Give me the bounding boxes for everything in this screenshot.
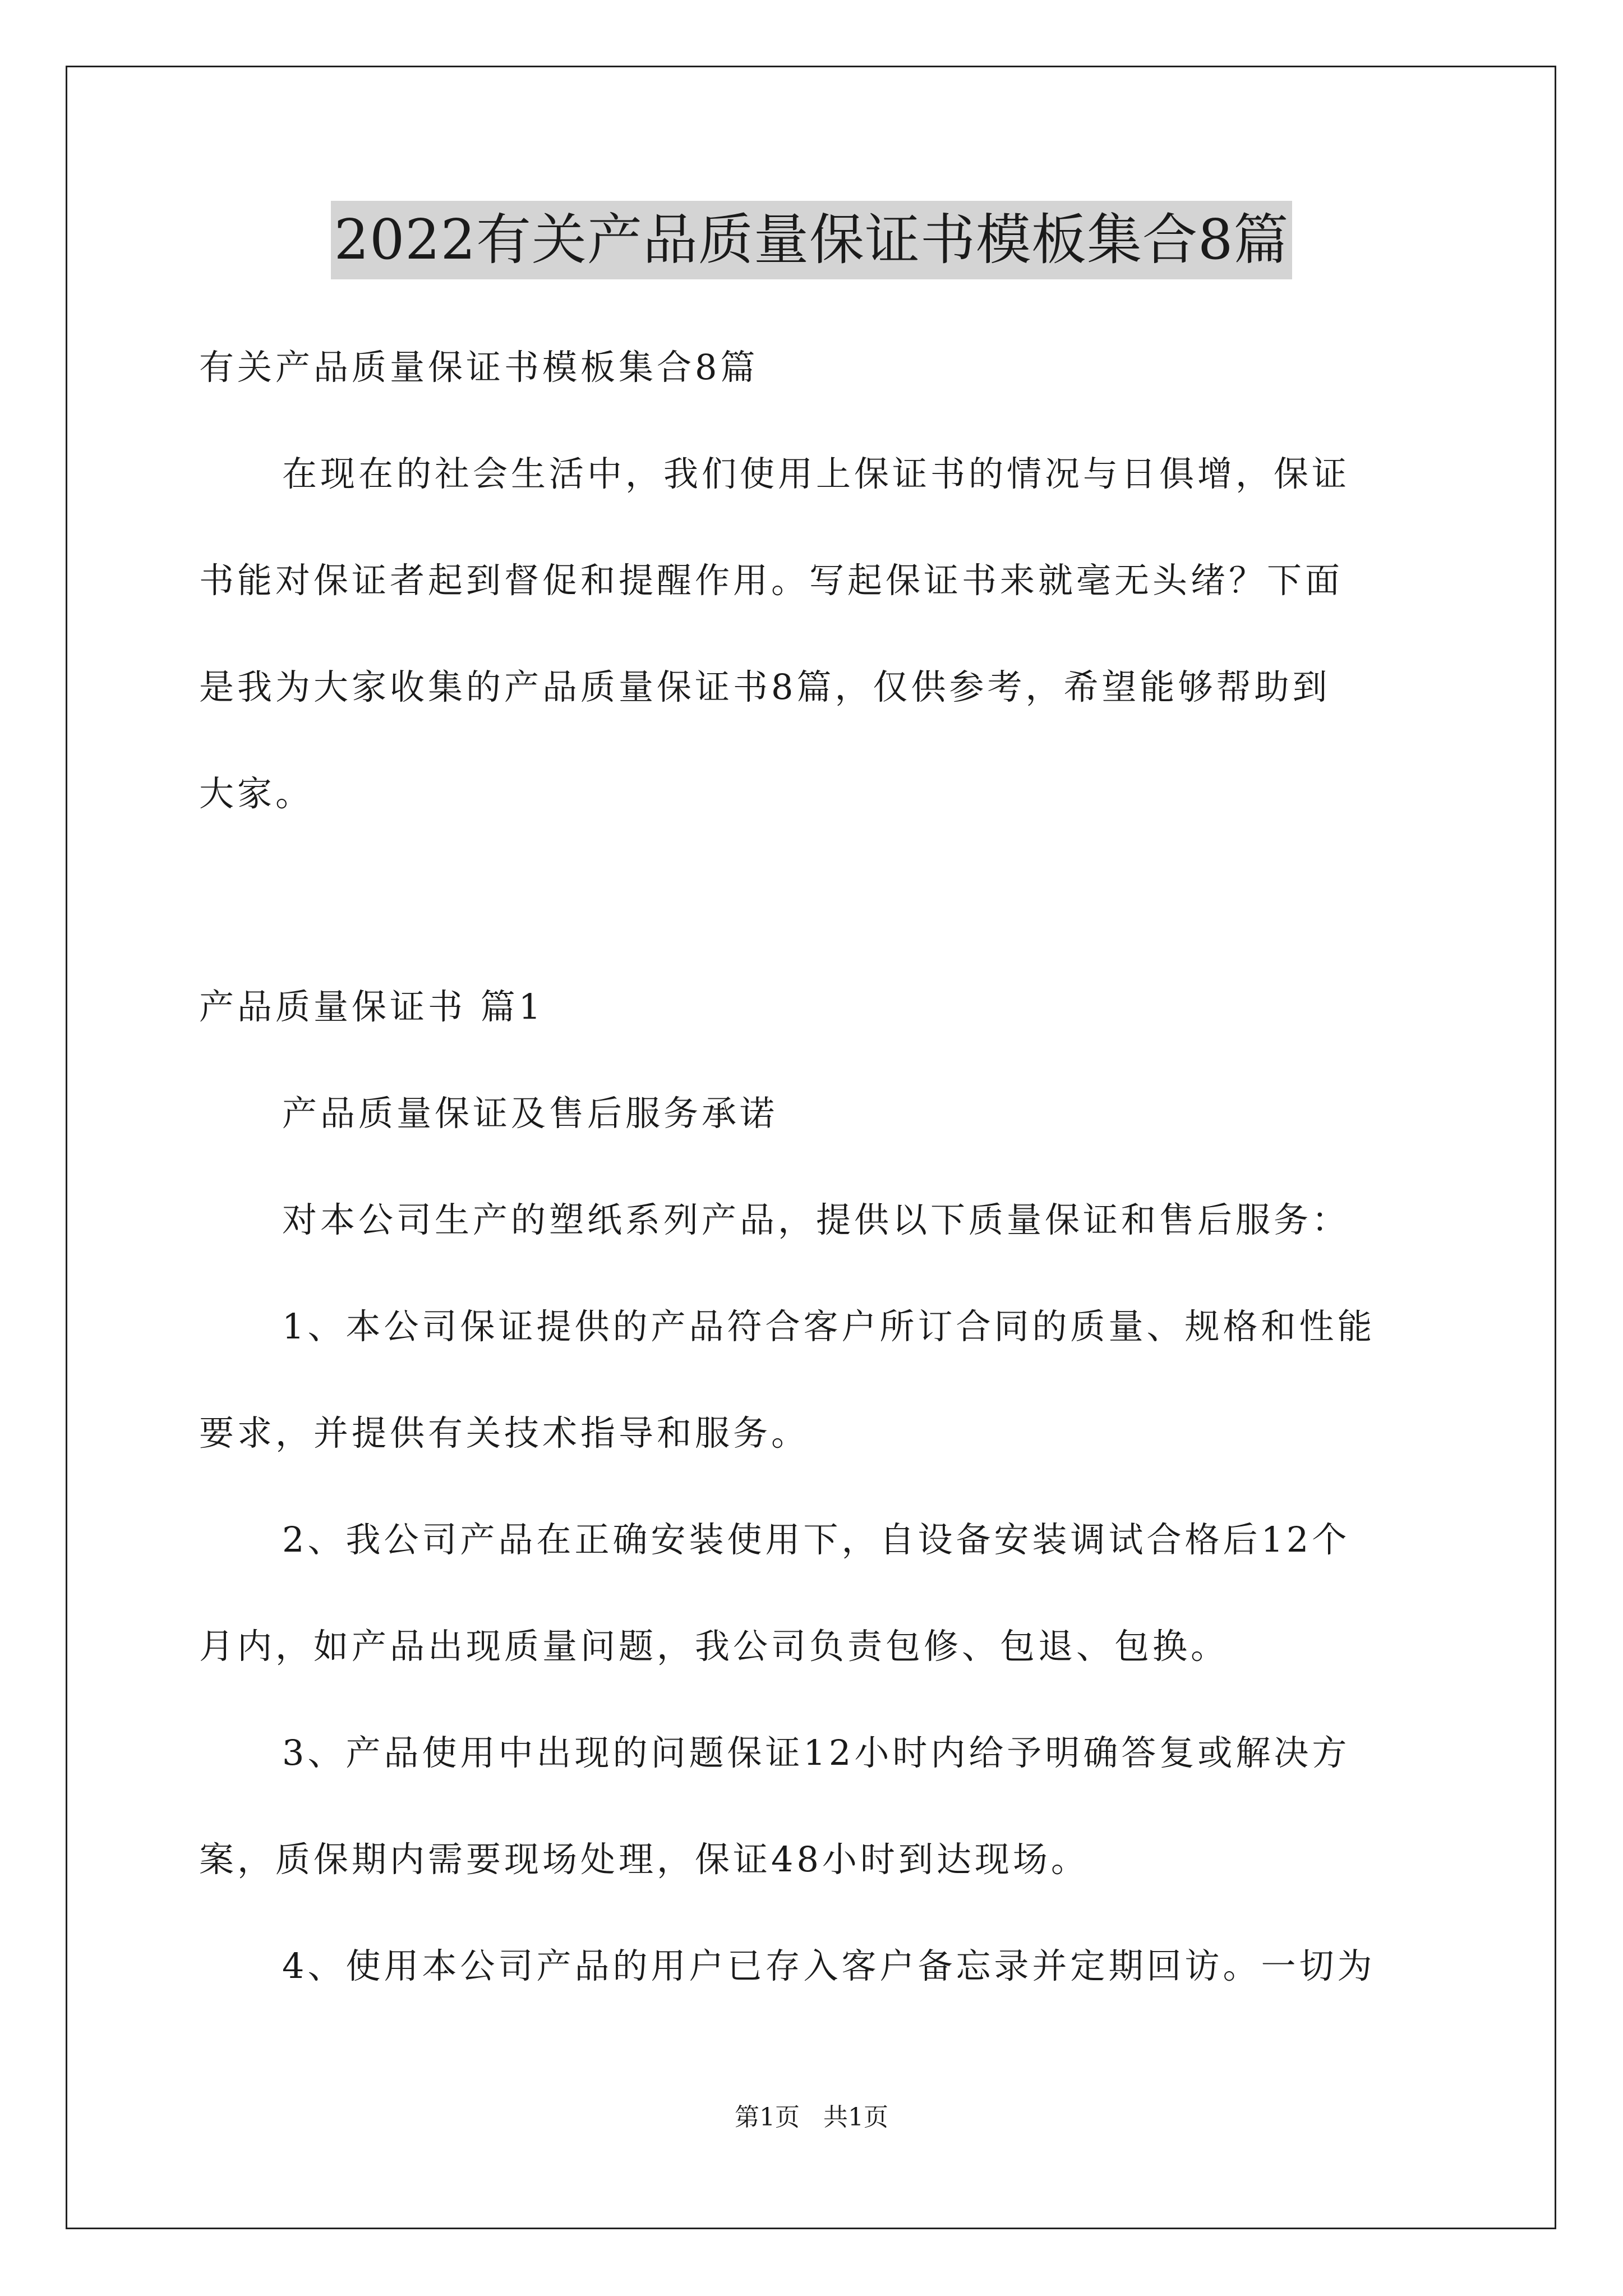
page-footer: 第1页 共1页: [735, 2103, 888, 2132]
subtitle-line: 有关产品质量保证书模板集合8篇: [199, 347, 759, 388]
body-paragraph-line: 对本公司生产的塑纸系列产品，提供以下质量保证和售后服务：: [282, 1199, 1350, 1240]
item-1-line: 1、本公司保证提供的产品符合客户所订合同的质量、规格和性能: [282, 1306, 1376, 1347]
item-2-line: 2、我公司产品在正确安装使用下，自设备安装调试合格后12个: [282, 1519, 1350, 1560]
item-3-line: 3、产品使用中出现的问题保证12小时内给予明确答复或解决方: [282, 1732, 1350, 1773]
item-1-line: 要求，并提供有关技术指导和服务。: [199, 1412, 810, 1453]
intro-paragraph-line: 是我为大家收集的产品质量保证书8篇，仅供参考，希望能够帮助到: [199, 666, 1331, 707]
title-container: [0, 201, 1623, 279]
document-title: 2022有关产品质量保证书模板集合8篇: [331, 201, 1293, 279]
section-subheading: 产品质量保证及售后服务承诺: [282, 1093, 778, 1134]
intro-paragraph-line: 书能对保证者起到督促和提醒作用。写起保证书来就毫无头绪？下面: [199, 560, 1344, 601]
spacer: [199, 847, 1433, 954]
item-3-line: 案，质保期内需要现场处理，保证48小时到达现场。: [199, 1839, 1089, 1880]
item-2-line: 月内，如产品出现质量问题，我公司负责包修、包退、包换。: [199, 1626, 1229, 1667]
intro-paragraph-line: 大家。: [199, 773, 314, 814]
section-heading: 产品质量保证书 篇1: [199, 986, 545, 1027]
item-4-line: 4、使用本公司产品的用户已存入客户备忘录并定期回访。一切为: [282, 1945, 1376, 1986]
document-body: [199, 314, 1433, 2019]
intro-paragraph-line: 在现在的社会生活中，我们使用上保证书的情况与日俱增，保证: [282, 453, 1350, 494]
